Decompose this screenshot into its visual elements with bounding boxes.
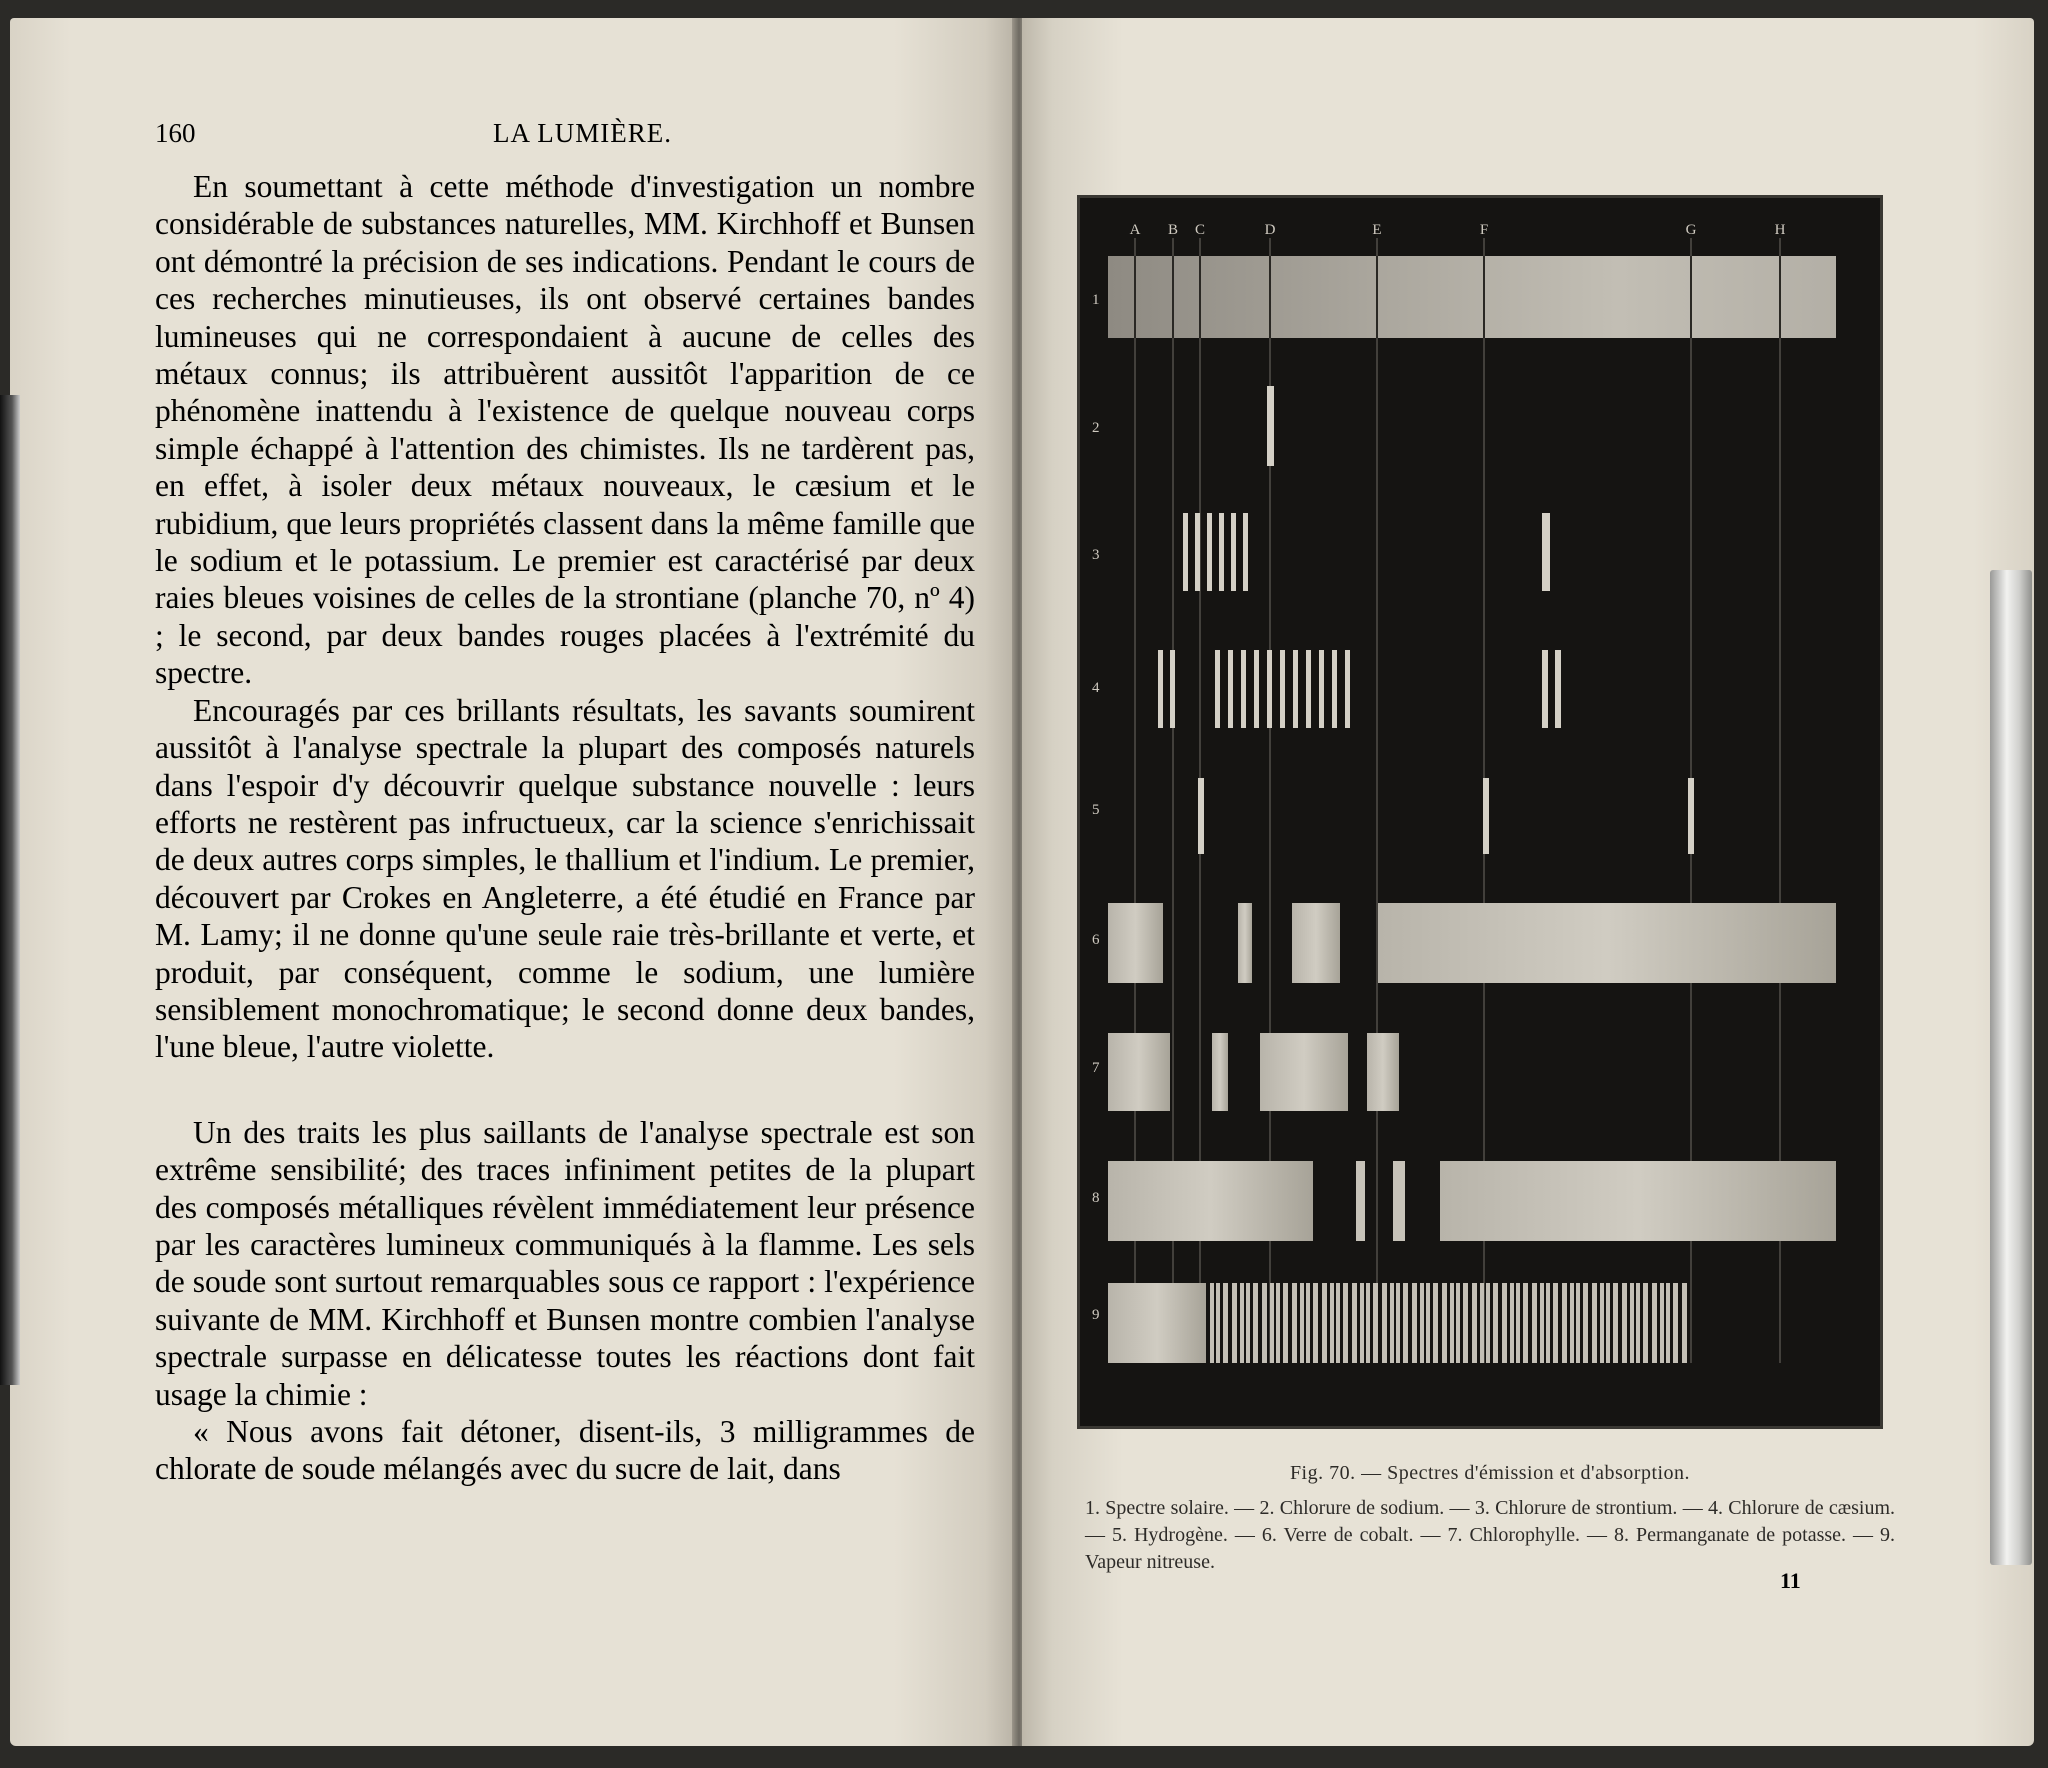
spectrum-9-line xyxy=(1373,1283,1378,1363)
spectrum-9-line xyxy=(1426,1283,1430,1363)
spectrum-9-line xyxy=(1330,1283,1334,1363)
paragraph-1: En soumettant à cette méthode d'investigation un nombre considérable de substances naturelles, MM. Kirchhoff et Bunsen ont démontré la précision de ses indications. Pendant le cours de ces recherches minutieuses, ils ont observé certaines bandes lumineuses qui ne correspondaient à aucune de celles des métaux connus; ils attribuèrent aussitôt l'apparition de ce phénomène inattendu à l'existence de quelque nouveau corps simple échappé à l'attention des chimistes. Ils ne tardèrent pas, en effet, à isoler deux métaux nouveaux, le cæsium et le rubidium, que leurs propriétés classent dans la même famille que le sodium et le potassium. Le premier est caractérisé par deux raies bleues voisines de celles de la strontiane (planche 70, nº 4) ; le second, par deux bandes rouges placées à l'extrémité du spectre. xyxy=(155,169,975,691)
spectrum-9-line xyxy=(1643,1283,1648,1363)
spectrum-9-line xyxy=(1463,1283,1468,1363)
spectrum-9-line xyxy=(1682,1283,1687,1363)
spectrum-9-line xyxy=(1412,1283,1417,1363)
spectrum-9-line xyxy=(1270,1283,1274,1363)
body-text xyxy=(155,168,975,1488)
spectrum-7-band xyxy=(1212,1033,1228,1111)
spectrum-4-line xyxy=(1332,650,1337,728)
spectrum-9-line xyxy=(1666,1283,1670,1363)
spectrum-4-line xyxy=(1254,650,1259,728)
figure-caption xyxy=(1085,1460,1895,1576)
spectrum-9-line xyxy=(1532,1283,1537,1363)
spectrum-3-line xyxy=(1183,513,1188,591)
spectrum-3-line xyxy=(1243,513,1248,591)
line-letter-6: F xyxy=(1479,222,1489,238)
page-clip-left xyxy=(0,395,20,1385)
spectrum-4-line xyxy=(1293,650,1298,728)
row-number-5: 5 xyxy=(1092,802,1100,818)
spectrum-6-band xyxy=(1108,903,1163,983)
spectrum-9-line xyxy=(1360,1283,1364,1363)
spectrum-9-line xyxy=(1570,1283,1574,1363)
spectrum-7-band xyxy=(1108,1033,1170,1111)
spectrum-5-line xyxy=(1688,778,1694,854)
spectrum-9-line xyxy=(1390,1283,1394,1363)
spectrum-4-line xyxy=(1555,650,1561,728)
spectrum-9-line xyxy=(1636,1283,1640,1363)
row-number-3: 3 xyxy=(1092,547,1100,563)
spectrum-9-line xyxy=(1523,1283,1528,1363)
spectrum-9-line xyxy=(1562,1283,1567,1363)
row-number-8: 8 xyxy=(1092,1190,1100,1206)
spectrum-9-line xyxy=(1262,1283,1267,1363)
spectrum-4-line xyxy=(1228,650,1233,728)
spectrum-9-line xyxy=(1553,1283,1558,1363)
spectrum-9-line xyxy=(1300,1283,1304,1363)
spectrum-9-line xyxy=(1622,1283,1627,1363)
spectrum-9-line xyxy=(1472,1283,1477,1363)
spectrum-9-line xyxy=(1583,1283,1588,1363)
spectrum-7-band xyxy=(1260,1033,1348,1111)
spectrum-9-line xyxy=(1343,1283,1348,1363)
spectrum-4-line xyxy=(1215,650,1220,728)
spectrum-9-line xyxy=(1592,1283,1597,1363)
spectra-plate xyxy=(1077,195,1883,1429)
spectrum-3-line xyxy=(1207,513,1212,591)
spectrum-5-line xyxy=(1483,778,1489,854)
caption-title: Fig. 70. — Spectres d'émission et d'absorption. xyxy=(1289,1462,1691,1484)
running-head xyxy=(155,118,985,158)
line-letter-5: E xyxy=(1372,222,1382,238)
line-letter-1: A xyxy=(1129,222,1141,238)
row-number-2: 2 xyxy=(1092,420,1100,436)
spectrum-9-line xyxy=(1673,1283,1678,1363)
spectrum-9-line xyxy=(1652,1283,1657,1363)
paragraph-3: Un des traits les plus saillants de l'analyse spectrale est son extrême sensibilité; des traces infiniment petites de la plupart des composés métalliques révèlent immédiatement leur présence par les caractères lumineux communiqués à la flamme. Les sels de soude sont surtout remarquables sous ce rapport : l'expérience suivante de MM. Kirchhoff et Bunsen montre combien l'analyse spectrale surpasse en délicatesse toutes les réactions dont fait usage la chimie : xyxy=(155,1114,975,1412)
spectrum-6-band xyxy=(1292,903,1340,983)
spectrum-9-line xyxy=(1382,1283,1387,1363)
running-title: LA LUMIÈRE. xyxy=(493,118,672,148)
spectrum-3-line xyxy=(1219,513,1224,591)
caption-legend: 1. Spectre solaire. — 2. Chlorure de sodium. — 3. Chlorure de strontium. — 4. Chlorure de cæsium. — 5. Hydrogène. — 6. Verre de cobalt. — 7. Chlorophylle. — 8. Permanganate de potasse. — 9. Vapeur nitreuse. xyxy=(1085,1497,1895,1573)
spectrum-9-line xyxy=(1493,1283,1498,1363)
spectrum-4-line xyxy=(1345,650,1350,728)
spectrum-3-line xyxy=(1231,513,1236,591)
spectrum-9-line xyxy=(1576,1283,1580,1363)
spectrum-9-line xyxy=(1546,1283,1550,1363)
page-number: 160 xyxy=(155,118,196,148)
spectrum-9-line xyxy=(1396,1283,1400,1363)
spectrum-9-line xyxy=(1660,1283,1664,1363)
spectrum-9-line xyxy=(1276,1283,1280,1363)
spectrum-4-line xyxy=(1280,650,1285,728)
paragraph-2: Encouragés par ces brillants résultats, les savants soumirent aussitôt à l'analyse spectrale la plupart des composés naturels dans l'espoir d'y découvrir quelque substance nouvelle : leurs efforts ne restèrent pas infructueux, car la science s'enrichissait de deux autres corps simples, le thallium et l'indium. Le premier, découvert par Crokes en Angleterre, a été étudié en France par M. Lamy; il ne donne qu'une seule raie très-brillante et verte, et produit, par conséquent, comme le sodium, une lumière sensiblement monochromatique; le second donne deux bandes, l'une bleue, l'autre violette. xyxy=(155,692,975,1065)
spectrum-9-line xyxy=(1456,1283,1460,1363)
spectrum-9-line xyxy=(1502,1283,1507,1363)
spectrum-9-line xyxy=(1292,1283,1297,1363)
row-number-1: 1 xyxy=(1092,292,1100,308)
spectrum-3-line xyxy=(1195,513,1200,591)
spectrum-9-line xyxy=(1313,1283,1318,1363)
spectrum-9-line xyxy=(1403,1283,1408,1363)
spectrum-9-line xyxy=(1480,1283,1484,1363)
spectrum-9-line xyxy=(1366,1283,1370,1363)
line-letter-2: B xyxy=(1167,222,1179,238)
row-number-9: 9 xyxy=(1092,1307,1100,1323)
line-letter-7: G xyxy=(1685,222,1697,238)
row-number-4: 4 xyxy=(1092,680,1100,696)
spectrum-8-band xyxy=(1440,1161,1836,1241)
spectrum-4-line xyxy=(1542,650,1548,728)
row-number-7: 7 xyxy=(1092,1060,1100,1076)
spectrum-9-line xyxy=(1352,1283,1357,1363)
spectra-plate-svg xyxy=(1080,198,1880,1426)
spectrum-9-line xyxy=(1433,1283,1438,1363)
spectrum-8-line xyxy=(1356,1161,1365,1241)
spectrum-9-line xyxy=(1240,1283,1244,1363)
sheet-number: 11 xyxy=(1780,1568,1801,1593)
spectrum-6-band xyxy=(1378,903,1836,983)
spectrum-9-line xyxy=(1322,1283,1327,1363)
spectrum-9-line xyxy=(1253,1283,1258,1363)
spectrum-8-band xyxy=(1108,1161,1313,1241)
spectrum-9-line xyxy=(1210,1283,1214,1363)
spectrum-9-line xyxy=(1516,1283,1520,1363)
spectrum-7-band xyxy=(1367,1033,1399,1111)
spectrum-5-line xyxy=(1198,778,1204,854)
row-number-6: 6 xyxy=(1092,932,1100,948)
spectrum-9-line xyxy=(1420,1283,1424,1363)
spectrum-9-line xyxy=(1223,1283,1228,1363)
page-clip-right xyxy=(1990,570,2032,1565)
spectrum-4-line xyxy=(1267,650,1272,728)
spectrum-9-line xyxy=(1336,1283,1340,1363)
spectrum-3-line xyxy=(1542,513,1550,591)
paragraph-4: « Nous avons fait détoner, disent-ils, 3 milligrammes de chlorate de soude mélangés avec du sucre de lait, dans xyxy=(155,1414,975,1487)
spectrum-9-line xyxy=(1442,1283,1447,1363)
spectrum-9-line xyxy=(1606,1283,1610,1363)
spectrum-9-line xyxy=(1306,1283,1310,1363)
spectrum-9-band xyxy=(1108,1283,1206,1363)
spectrum-4-line xyxy=(1158,650,1163,728)
line-letter-3: C xyxy=(1194,222,1206,238)
spectrum-8-line xyxy=(1393,1161,1405,1241)
spectrum-9-line xyxy=(1540,1283,1544,1363)
spectrum-4-line xyxy=(1241,650,1246,728)
spectrum-9-line xyxy=(1600,1283,1604,1363)
line-letter-4: D xyxy=(1264,222,1276,238)
spectrum-9-line xyxy=(1510,1283,1514,1363)
spectrum-9-line xyxy=(1486,1283,1490,1363)
spectrum-9-line xyxy=(1246,1283,1250,1363)
line-letter-8: H xyxy=(1774,222,1786,238)
spectrum-9-line xyxy=(1613,1283,1618,1363)
spectrum-9-line xyxy=(1450,1283,1454,1363)
spectrum-1-band xyxy=(1108,256,1836,338)
spectrum-6-band xyxy=(1238,903,1252,983)
spectrum-9-line xyxy=(1232,1283,1237,1363)
spectrum-4-line xyxy=(1306,650,1311,728)
spectrum-9-line xyxy=(1630,1283,1634,1363)
spectrum-4-line xyxy=(1170,650,1175,728)
spectrum-9-line xyxy=(1283,1283,1288,1363)
spectrum-4-line xyxy=(1319,650,1324,728)
spectrum-9-line xyxy=(1216,1283,1220,1363)
spectrum-2-line xyxy=(1267,386,1274,466)
